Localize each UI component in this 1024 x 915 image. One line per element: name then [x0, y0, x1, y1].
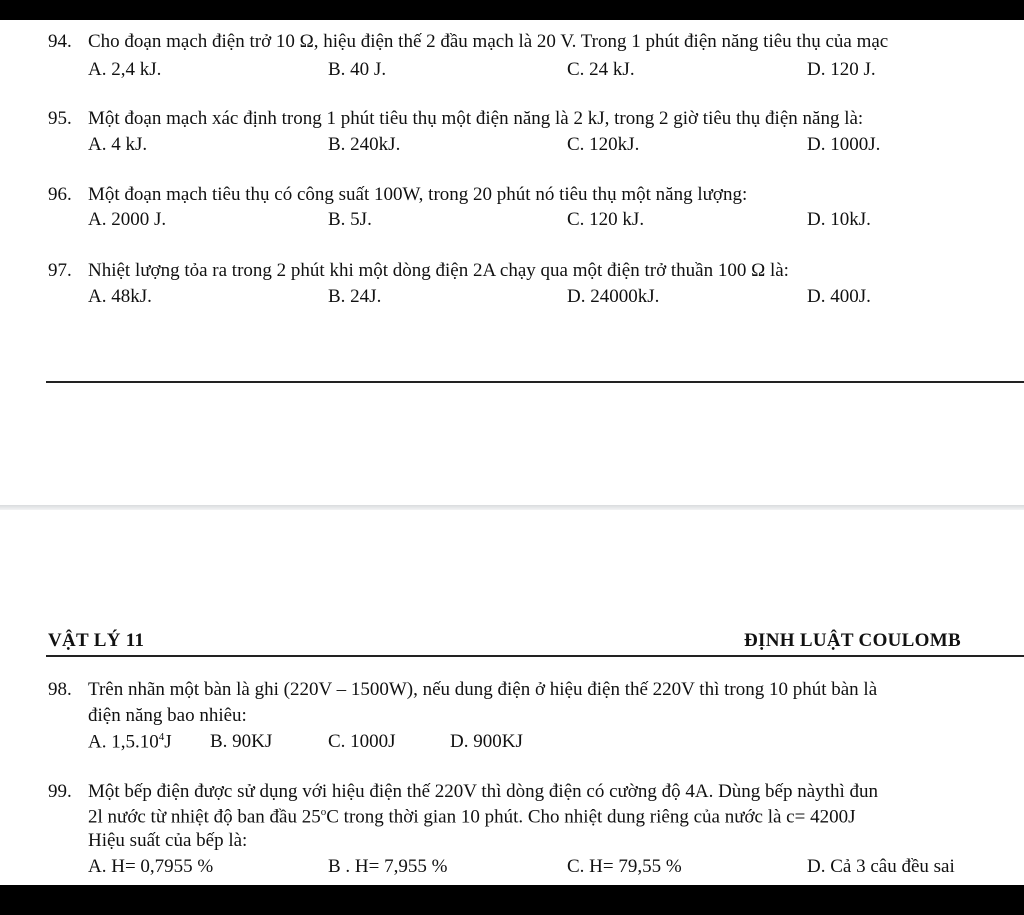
- question-number: 95.: [48, 108, 72, 129]
- option-c: C. 24 kJ.: [567, 59, 635, 80]
- option-a: A. H= 0,7955 %: [88, 856, 214, 877]
- question-text-line-1: Một bếp điện được sử dụng với hiệu điện thế 220V thì dòng điện có cường độ 4A. Dùng bếp nàythì đun: [88, 781, 878, 802]
- option-b: B. 40 J.: [328, 59, 387, 80]
- option-c: C. 120 kJ.: [567, 209, 645, 230]
- header-rule: [46, 655, 1024, 657]
- option-c: C. 120kJ.: [567, 134, 640, 155]
- subject-header: VẬT LÝ 11: [48, 630, 145, 651]
- question-text-line-1: Trên nhãn một bàn là ghi (220V – 1500W), nếu dung điện ở hiệu điện thế 220V thì trong 10 phút bàn là: [88, 679, 878, 700]
- question-number: 94.: [48, 31, 72, 52]
- option-d: D. 900KJ: [450, 731, 523, 752]
- option-a: A. 2000 J.: [88, 209, 167, 230]
- option-d: D. 1000J.: [807, 134, 881, 155]
- option-d: D. 10kJ.: [807, 209, 871, 230]
- question-number: 97.: [48, 260, 72, 281]
- top-black-bar: [0, 0, 1024, 20]
- option-a: A. 1,5.10$^4$J: [88, 731, 172, 753]
- question-text-line-2: 2l nước từ nhiệt độ ban đầu 25$^o$C trong thời gian 10 phút. Cho nhiệt dung riêng của nước là c= 4200J: [88, 806, 856, 828]
- page-separator: [0, 505, 1024, 510]
- question-text: Một đoạn mạch tiêu thụ có công suất 100W, trong 20 phút nó tiêu thụ một năng lượng:: [88, 184, 748, 205]
- page-footer-rule: [46, 381, 1024, 383]
- option-a: A. 48kJ.: [88, 286, 152, 307]
- option-c: D. 24000kJ.: [567, 286, 660, 307]
- option-d: D. Cả 3 câu đều sai: [807, 856, 955, 877]
- question-text-line-2: điện năng bao nhiêu:: [88, 705, 247, 726]
- question-number: 98.: [48, 679, 72, 700]
- option-c: C. 1000J: [328, 731, 396, 752]
- question-number: 96.: [48, 184, 72, 205]
- option-b: B . H= 7,955 %: [328, 856, 448, 877]
- option-b: B. 5J.: [328, 209, 372, 230]
- bottom-black-bar: [0, 885, 1024, 915]
- option-b: B. 90KJ: [210, 731, 273, 752]
- option-a: A. 2,4 kJ.: [88, 59, 162, 80]
- question-text: Một đoạn mạch xác định trong 1 phút tiêu thụ một điện năng là 2 kJ, trong 2 giờ tiêu thụ điện năng là:: [88, 108, 864, 129]
- option-d: D. 400J.: [807, 286, 871, 307]
- question-text-line-3: Hiệu suất của bếp là:: [88, 830, 248, 851]
- option-a: A. 4 kJ.: [88, 134, 148, 155]
- question-number: 99.: [48, 781, 72, 802]
- question-text: Nhiệt lượng tỏa ra trong 2 phút khi một dòng điện 2A chạy qua một điện trở thuần 100 Ω là:: [88, 260, 789, 281]
- option-c: C. H= 79,55 %: [567, 856, 682, 877]
- chapter-header: ĐỊNH LUẬT COULOMB: [744, 630, 961, 651]
- option-d: D. 120 J.: [807, 59, 876, 80]
- option-b: B. 24J.: [328, 286, 382, 307]
- option-b: B. 240kJ.: [328, 134, 401, 155]
- question-text: Cho đoạn mạch điện trở 10 Ω, hiệu điện thế 2 đầu mạch là 20 V. Trong 1 phút điện năng tiêu thụ của mạc: [88, 31, 889, 52]
